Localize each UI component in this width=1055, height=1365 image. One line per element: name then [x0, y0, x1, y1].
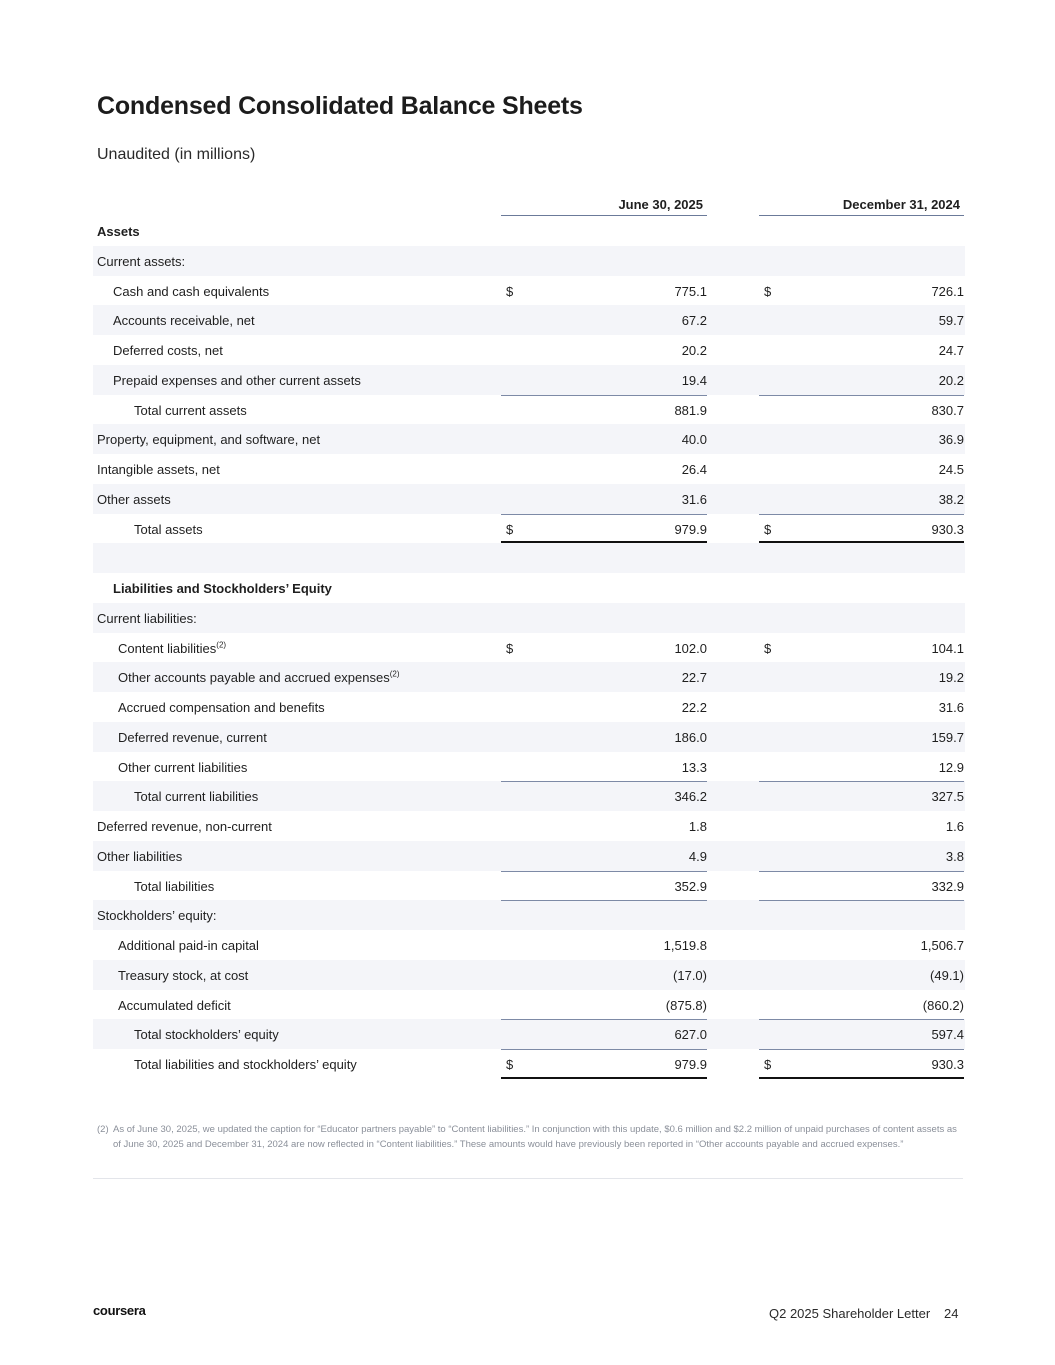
value-cell: [501, 990, 707, 1020]
table-row: [93, 871, 965, 901]
dollar-sign: $: [764, 283, 772, 299]
value-amount: 775.1: [674, 283, 707, 299]
value-cell: [759, 930, 964, 960]
dollar-sign: $: [764, 640, 772, 656]
row-label-text: Total assets: [134, 521, 203, 537]
row-label-text: Accounts receivable, net: [113, 313, 255, 329]
value-amount: 979.9: [674, 521, 707, 537]
row-label-text: Other accounts payable and accrued expenses: [118, 670, 390, 686]
value-cell: [501, 692, 707, 722]
table-row: [93, 722, 965, 752]
value-amount: 1.6: [945, 819, 964, 834]
value-amount: (49.1): [930, 967, 964, 983]
row-label-text: Other assets: [97, 491, 171, 507]
table-row: [93, 692, 965, 722]
value-amount: 159.7: [931, 729, 964, 745]
dollar-sign: $: [764, 1057, 772, 1072]
value-amount: 3.8: [945, 848, 964, 864]
value-cell: [759, 871, 964, 901]
row-label: [113, 313, 255, 328]
value-cell: [501, 633, 707, 663]
table-row: [93, 633, 965, 663]
value-amount: 881.9: [674, 402, 707, 418]
value-amount: 36.9: [938, 432, 964, 448]
row-label: [113, 343, 223, 358]
row-label: [113, 581, 332, 596]
dollar-sign: $: [764, 521, 772, 537]
value-cell: [501, 454, 707, 484]
table-row: [93, 603, 965, 633]
value-amount: 4.9: [688, 848, 707, 864]
table-row: [93, 1049, 965, 1079]
value-amount: 24.5: [938, 462, 964, 477]
table-row: [93, 573, 965, 603]
value-amount: 930.3: [931, 1057, 964, 1072]
dollar-sign: $: [506, 1057, 514, 1072]
value-amount: 22.2: [681, 700, 707, 715]
value-cell: [759, 990, 964, 1020]
value-amount: 830.7: [931, 402, 964, 418]
row-label: [97, 254, 185, 269]
row-label-text: Other liabilities: [97, 848, 183, 864]
value-amount: 104.1: [931, 640, 964, 656]
row-label: [118, 670, 400, 685]
row-label-text: Current liabilities:: [97, 610, 197, 626]
row-label-text: Total stockholders’ equity: [134, 1027, 279, 1043]
value-amount: 1,519.8: [663, 938, 707, 953]
row-label: [134, 879, 214, 894]
value-amount: 1,506.7: [920, 938, 964, 953]
value-cell: [759, 305, 964, 335]
value-amount: (860.2): [922, 997, 964, 1013]
value-cell: [501, 424, 707, 454]
value-amount: 20.2: [681, 343, 707, 358]
table-row: [93, 1019, 965, 1049]
value-cell: [501, 900, 707, 930]
value-cell: [759, 781, 964, 811]
value-amount: 327.5: [931, 789, 964, 805]
row-label-text: Cash and cash equivalents: [113, 283, 270, 299]
row-label-text: Other current liabilities: [118, 759, 248, 775]
row-label-text: Prepaid expenses and other current assets: [113, 372, 361, 388]
value-cell: [501, 781, 707, 811]
value-cell: [759, 514, 964, 544]
row-label-text: Accrued compensation and benefits: [118, 700, 325, 715]
dollar-sign: $: [506, 283, 514, 299]
value-amount: 346.2: [674, 789, 707, 805]
table-row: [93, 454, 965, 484]
value-amount: 40.0: [681, 432, 707, 448]
value-amount: 1.8: [688, 819, 707, 834]
value-cell: [501, 484, 707, 514]
dollar-sign: $: [506, 521, 514, 537]
value-amount: 352.9: [674, 878, 707, 894]
row-label: [97, 849, 182, 864]
value-cell: [759, 365, 964, 395]
value-cell: [501, 871, 707, 901]
row-label-text: Deferred revenue, current: [118, 729, 267, 745]
value-amount: 38.2: [938, 491, 964, 507]
row-label: [118, 641, 226, 656]
value-cell: [759, 662, 964, 692]
value-amount: 12.9: [938, 759, 964, 775]
value-amount: 31.6: [938, 700, 964, 715]
row-label-text: Content liabilities: [118, 640, 217, 656]
value-amount: 22.7: [681, 670, 707, 686]
table-row: [93, 811, 965, 841]
column-header-june-2025: June 30, 2025: [618, 197, 703, 212]
row-label-text: Property, equipment, and software, net: [97, 432, 321, 448]
row-label-text: Treasury stock, at cost: [118, 967, 249, 983]
value-cell: [501, 365, 707, 395]
row-label: [118, 938, 259, 953]
table-row: [93, 424, 965, 454]
value-amount: 930.3: [931, 521, 964, 537]
value-amount: 332.9: [931, 878, 964, 894]
value-cell: [759, 484, 964, 514]
value-cell: [501, 514, 707, 544]
value-cell: [759, 692, 964, 722]
footnote-mark: (2): [97, 1124, 109, 1135]
page-title: Condensed Consolidated Balance Sheets: [97, 92, 583, 120]
row-label: [97, 908, 216, 923]
value-cell: [759, 633, 964, 663]
coursera-logo: coursera: [93, 1303, 146, 1318]
value-cell: [501, 1019, 707, 1049]
row-label-text: Stockholders’ equity:: [97, 908, 217, 924]
value-amount: 13.3: [681, 759, 707, 775]
row-label-text: Total liabilities: [134, 878, 215, 894]
value-cell: [759, 900, 964, 930]
page-number: 24: [944, 1306, 959, 1321]
value-amount: 597.4: [931, 1027, 964, 1043]
value-cell: [759, 722, 964, 752]
value-amount: 726.1: [931, 283, 964, 299]
value-cell: [501, 811, 707, 841]
value-cell: [501, 841, 707, 871]
value-cell: [759, 811, 964, 841]
table-row: [93, 543, 965, 573]
value-amount: 102.0: [674, 640, 707, 656]
table-row: [93, 365, 965, 395]
row-label: [97, 432, 320, 447]
value-cell: [759, 395, 964, 425]
table-row: [93, 960, 965, 990]
footer-title: Q2 2025 Shareholder Letter: [769, 1306, 931, 1321]
value-amount: 26.4: [681, 462, 707, 477]
row-label-text: Deferred revenue, non-current: [97, 819, 272, 834]
value-amount: 186.0: [674, 729, 707, 745]
table-row: [93, 276, 965, 306]
value-cell: [759, 1019, 964, 1049]
value-cell: [759, 841, 964, 871]
row-label-text: Additional paid-in capital: [118, 938, 259, 953]
value-amount: 979.9: [674, 1057, 707, 1072]
table-row: [93, 305, 965, 335]
row-label-text: Deferred costs, net: [113, 343, 223, 358]
row-label: [118, 700, 325, 715]
table-row: [93, 216, 965, 246]
footnote: [97, 1122, 967, 1152]
value-amount: (17.0): [673, 967, 707, 983]
value-cell: [501, 395, 707, 425]
table-row: [93, 990, 965, 1020]
value-cell: [501, 276, 707, 306]
row-label-text: Liabilities and Stockholders’ Equity: [113, 581, 332, 596]
value-cell: [501, 662, 707, 692]
row-label-text: Total current assets: [134, 402, 247, 418]
row-label: [97, 462, 220, 477]
table-row: [93, 930, 965, 960]
row-label: [97, 224, 140, 239]
row-label: [134, 1027, 279, 1042]
table-row: [93, 900, 965, 930]
value-amount: (875.8): [665, 997, 707, 1013]
row-label-text: Intangible assets, net: [97, 462, 220, 477]
table-row: [93, 484, 965, 514]
table-row: [93, 335, 965, 365]
row-label: [134, 789, 258, 804]
row-label: [118, 998, 231, 1013]
value-amount: 19.2: [938, 670, 964, 686]
row-label: [134, 522, 203, 537]
row-label: [118, 968, 248, 983]
footnote-reference: (2): [216, 640, 227, 650]
value-cell: [759, 335, 964, 365]
balance-sheet-table: [93, 216, 965, 1079]
value-amount: 67.2: [681, 313, 707, 329]
footnote-reference: (2): [389, 669, 400, 679]
page-subtitle: Unaudited (in millions): [97, 146, 256, 163]
row-label: [134, 403, 247, 418]
row-label: [118, 760, 247, 775]
value-amount: 59.7: [938, 313, 964, 329]
value-cell: [501, 752, 707, 782]
column-header-december-2024: December 31, 2024: [842, 197, 960, 212]
value-amount: 627.0: [674, 1027, 707, 1043]
row-label: [97, 492, 171, 507]
value-cell: [501, 305, 707, 335]
value-cell: [501, 930, 707, 960]
value-amount: 24.7: [938, 343, 964, 358]
table-row: [93, 395, 965, 425]
value-cell: [759, 1049, 964, 1079]
row-label-text: Total current liabilities: [134, 789, 259, 805]
value-cell: [501, 1049, 707, 1079]
table-row: [93, 662, 965, 692]
row-label-text: Assets: [97, 224, 140, 239]
value-cell: [501, 335, 707, 365]
value-amount: 19.4: [681, 372, 707, 388]
value-cell: [759, 276, 964, 306]
row-label: [97, 611, 197, 626]
row-label-text: Total liabilities and stockholders’ equity: [134, 1057, 357, 1072]
footer-divider: [93, 1178, 963, 1179]
row-label: [97, 819, 272, 834]
row-label: [113, 284, 269, 299]
row-label: [118, 730, 267, 745]
value-cell: [759, 960, 964, 990]
table-row: [93, 841, 965, 871]
row-label: [113, 373, 361, 388]
value-amount: 31.6: [681, 491, 707, 507]
value-cell: [759, 454, 964, 484]
row-label-text: Current assets:: [97, 253, 186, 269]
row-label-text: Accumulated deficit: [118, 997, 231, 1013]
table-row: [93, 246, 965, 276]
table-row: [93, 514, 965, 544]
dollar-sign: $: [506, 640, 514, 656]
value-cell: [501, 960, 707, 990]
table-row: [93, 781, 965, 811]
row-label: [134, 1057, 357, 1072]
value-cell: [759, 424, 964, 454]
value-cell: [501, 722, 707, 752]
value-cell: [759, 752, 964, 782]
value-amount: 20.2: [938, 372, 964, 388]
table-row: [93, 752, 965, 782]
footnote-text: As of June 30, 2025, we updated the caption for “Educator partners payable” to “Content liabilities.” In conjunction with this update, $0.6 million and $2.2 million of unpaid purchases of content assets as of June 30, 2025 and December 31, 2024 are now reflected in “Content liabilities.” These amounts would have previously been reported in “Other accounts payable and accrued expenses.”: [113, 1124, 957, 1150]
